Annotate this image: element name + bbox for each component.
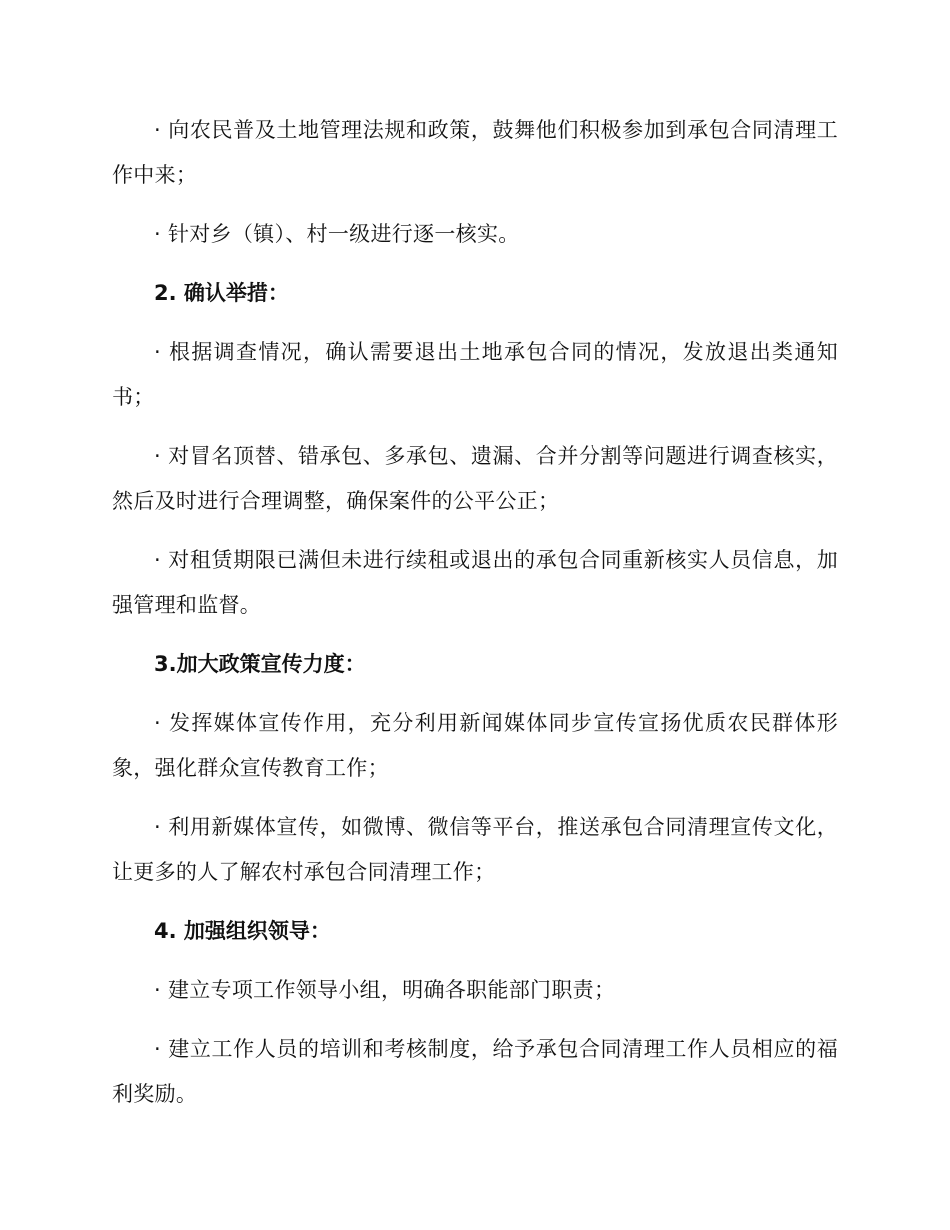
bullet-paragraph: · 利用新媒体宣传，如微博、微信等平台，推送承包合同清理宣传文化，让更多的人了解农村承包合同清理工作； [112, 815, 838, 884]
bullet-paragraph: · 根据调查情况，确认需要退出土地承包合同的情况，发放退出类通知书； [112, 340, 838, 409]
section-heading: 3.加大政策宣传力度： [154, 652, 366, 676]
bullet-paragraph: · 发挥媒体宣传作用，充分利用新闻媒体同步宣传宣扬优质农民群体形象，强化群众宣传教育工作； [112, 711, 838, 780]
bullet-paragraph: · 向农民普及土地管理法规和政策，鼓舞他们积极参加到承包合同清理工作中来； [112, 118, 838, 187]
bullet-paragraph: · 建立专项工作领导小组，明确各职能部门职责； [154, 978, 616, 1002]
section-heading: 2. 确认举措： [154, 281, 289, 305]
bullet-paragraph: · 对冒名顶替、错承包、多承包、遗漏、合并分割等问题进行调查核实，然后及时进行合理调整，确保案件的公平公正； [112, 444, 838, 513]
bullet-paragraph: · 对租赁期限已满但未进行续租或退出的承包合同重新核实人员信息，加强管理和监督。 [112, 548, 838, 617]
bullet-paragraph: · 针对乡（镇）、村一级进行逐一核实。 [154, 222, 520, 246]
bullet-paragraph: · 建立工作人员的培训和考核制度，给予承包合同清理工作人员相应的福利奖励。 [112, 1037, 838, 1106]
section-heading: 4. 加强组织领导： [154, 919, 331, 943]
